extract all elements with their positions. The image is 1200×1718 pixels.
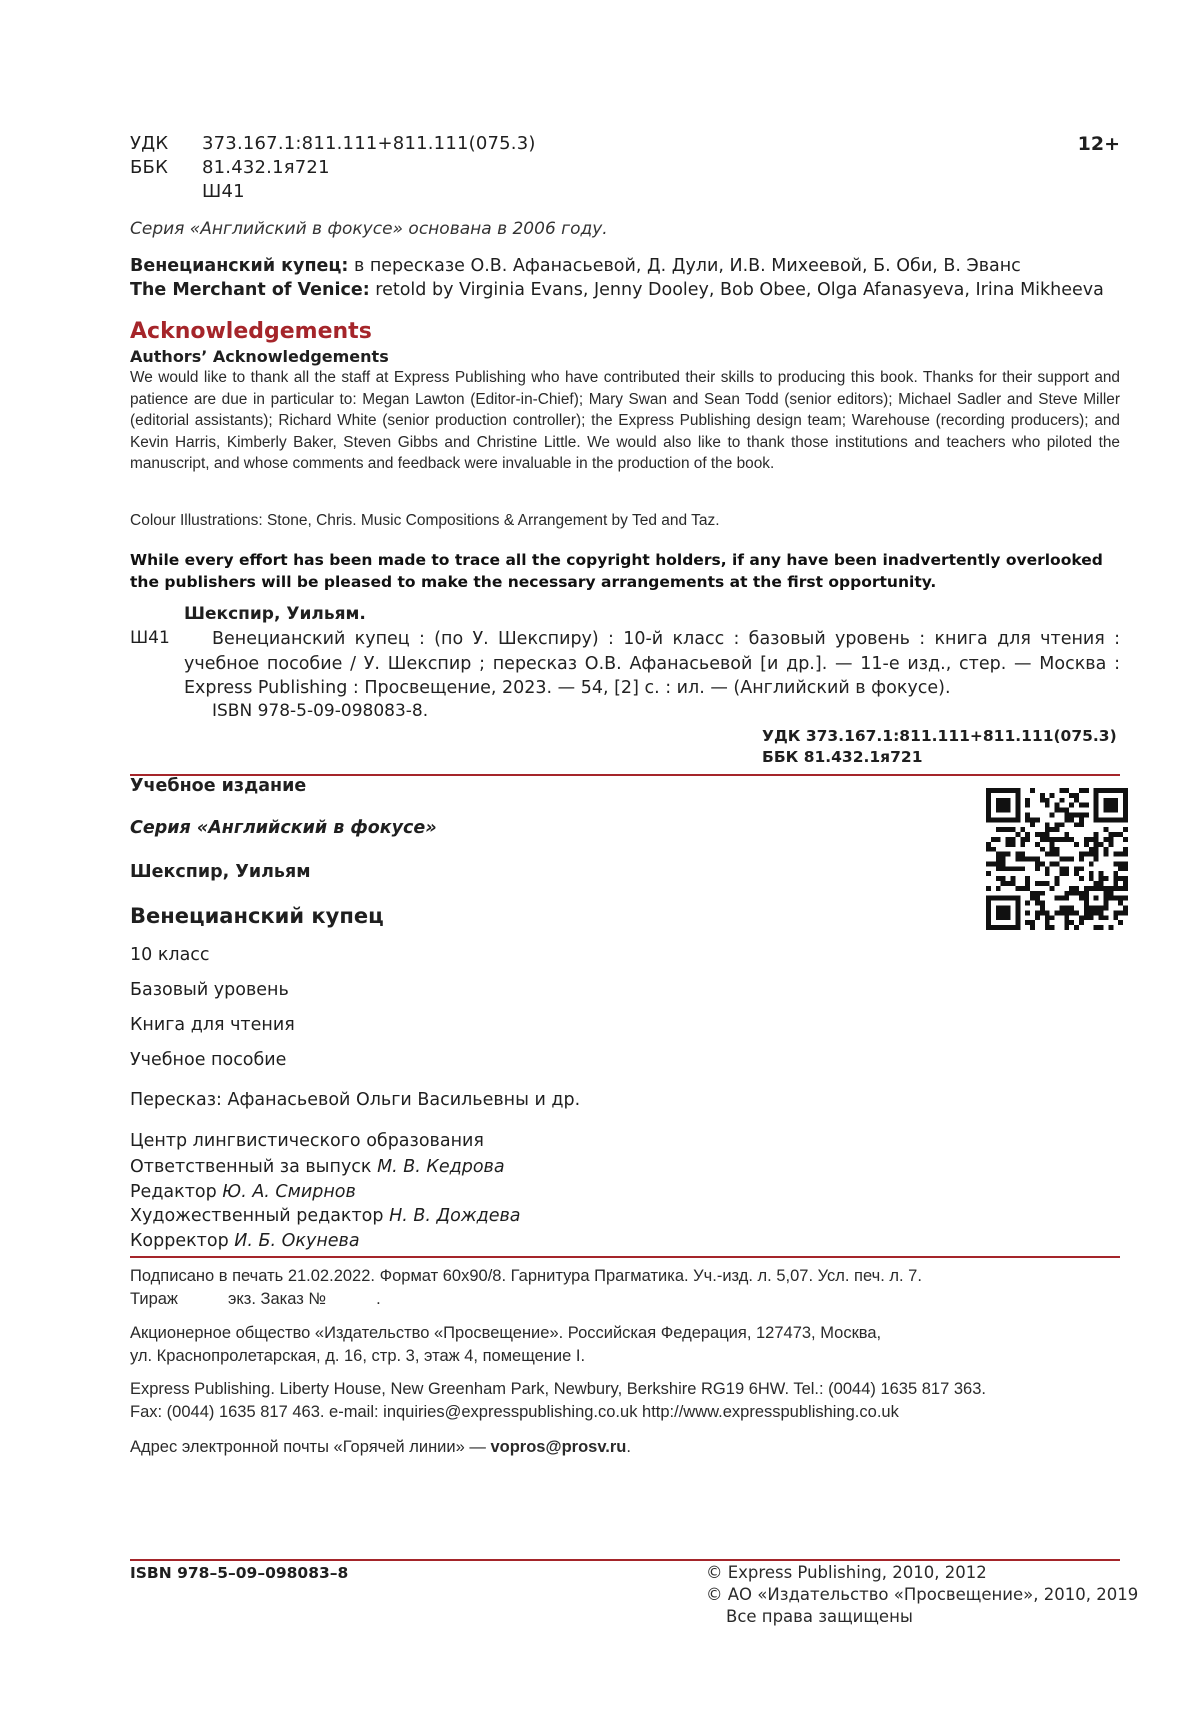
order-label: экз. Заказ №: [227, 1290, 327, 1308]
qr-code-icon: [986, 788, 1128, 930]
retold-en-title: The Merchant of Venice:: [130, 280, 370, 300]
express-address: [130, 1378, 1120, 1424]
udk-value: 373.167.1:811.111+811.111(075.3): [202, 133, 536, 154]
retold-en: [130, 280, 1104, 300]
retold-ru-title: Венецианский купец:: [130, 256, 349, 276]
author-mark-row: [130, 181, 245, 202]
staff-role: Ответственный за выпуск: [130, 1157, 378, 1177]
staff-role: Художественный редактор: [130, 1206, 390, 1226]
retold-ru: [130, 256, 1021, 276]
hotline-email: vopros@prosv.ru: [490, 1438, 627, 1456]
imprint-grade: 10 класс: [130, 945, 210, 965]
edition-type: Учебное издание: [130, 776, 307, 796]
imprint-series: Серия «Английский в фокусе»: [130, 818, 437, 838]
footer-isbn: ISBN 978–5–09–098083–8: [130, 1564, 349, 1582]
staff-item: [130, 1204, 521, 1229]
staff-item: [130, 1180, 521, 1205]
staff-list: [130, 1155, 521, 1253]
run-label: Тираж: [130, 1290, 178, 1308]
rights-reserved: Все права защищены: [726, 1607, 913, 1626]
catalog-bbk: ББК 81.432.1я721: [762, 748, 923, 766]
udk-row: [130, 133, 536, 154]
bbk-row: [130, 157, 330, 178]
imprint-manual: Учебное пособие: [130, 1050, 287, 1070]
hotline: Адрес электронной почты «Горячей линии» — vopros@prosv.ru.: [130, 1438, 631, 1456]
hotline-label: Адрес электронной почты «Горячей линии» —: [130, 1438, 491, 1456]
author-mark: Ш41: [202, 181, 245, 202]
staff-name: Н. В. Дождева: [389, 1206, 521, 1226]
staff-role: Редактор: [130, 1181, 223, 1202]
copyright-block: [706, 1562, 1138, 1628]
udk-label: УДК: [130, 133, 169, 154]
express-address-line: Fax: (0044) 1635 817 463. e-mail: inquiries@expresspublishing.co.uk http://www.expresspublishing.co.uk: [130, 1403, 899, 1421]
prosv-address: [130, 1322, 1120, 1368]
run-line: Тираж экз. Заказ № .: [130, 1290, 381, 1308]
catalog-isbn: ISBN 978-5-09-098083-8.: [212, 701, 429, 721]
express-address-line: Express Publishing. Liberty House, New Greenham Park, Newbury, Berkshire RG19 6HW. Tel.: (0044) 1635 817 363.: [130, 1380, 986, 1398]
acknowledgements-subtitle: Authors’ Acknowledgements: [130, 347, 389, 366]
staff-name: И. Б. Окунева: [234, 1230, 360, 1251]
staff-name: Ю. А. Смирнов: [222, 1181, 356, 1202]
prosv-address-line: Акционерное общество «Издательство «Просвещение». Российская Федерация, 127473, Москва,: [130, 1324, 882, 1342]
imprint-centre: Центр лингвистического образования: [130, 1131, 484, 1151]
acknowledgements-title: Acknowledgements: [130, 319, 372, 344]
age-rating: 12+: [1077, 133, 1120, 155]
imprint-author: Шекспир, Уильям: [130, 862, 311, 882]
imprint-title: Венецианский купец: [130, 904, 384, 928]
catalog-udk: УДК 373.167.1:811.111+811.111(075.3): [762, 727, 1117, 745]
retold-ru-text: в пересказе О.В. Афанасьевой, Д. Дули, И.В. Михеевой, Б. Оби, В. Эванс: [348, 256, 1021, 276]
retold-en-text: retold by Virginia Evans, Jenny Dooley, Bob Obee, Olga Afanasyeva, Irina Mikheeva: [369, 280, 1104, 300]
bbk-label: ББК: [130, 157, 169, 178]
illustrations-credit: Colour Illustrations: Stone, Chris. Music Compositions & Arrangement by Ted and Taz.: [130, 512, 720, 529]
imprint-level: Базовый уровень: [130, 980, 289, 1000]
printing-signed: [130, 1265, 1120, 1311]
prosv-address-line: ул. Краснопролетарская, д. 16, стр. 3, этаж 4, помещение I.: [130, 1347, 586, 1365]
divider-middle: [130, 1256, 1120, 1258]
staff-name: М. В. Кедрова: [377, 1157, 505, 1177]
staff-item: [130, 1155, 521, 1180]
staff-role: Корректор: [130, 1230, 235, 1251]
signed-line: Подписано в печать 21.02.2022. Формат 60x90/8. Гарнитура Прагматика. Уч.-изд. л. 5,07. Усл. печ. л. 7.: [130, 1267, 922, 1285]
catalog-body: Венецианский купец : (по У. Шекспиру) : 10-й класс : базовый уровень : книга для чтения : учебное пособие / У. Шекспир ; пересказ О.В. Афанасьевой [и др.]. — 11-е изд., стер. — Москва : Express Publishing : Просвещение, 2023. — 54, [2] с. : ил. — (Английский в фокусе).: [184, 629, 1120, 698]
catalog-author: Шекспир, Уильям.: [184, 604, 366, 624]
copyright-note: While every effort has been made to trace all the copyright holders, if any have been inadvertently overlooked the publishers will be pleased to make the necessary arrangements at the first opportunity.: [130, 551, 1103, 591]
staff-item: [130, 1229, 521, 1254]
copyright-line: © АО «Издательство «Просвещение», 2010, 2019: [706, 1585, 1139, 1604]
acknowledgements-body: We would like to thank all the staff at Express Publishing who have contributed their skills to producing this book. Thanks for their support and patience are due in particular to: Megan Lawton (Editor-in-Chief); Mary Swan and Sean Todd (senior editors); Michael Sadler and Steve Miller (editorial assistants); Richard White (senior production controller); the Express Publishing design team; Warehouse (recording producers); and Kevin Harris, Kimberly Baker, Steven Gibbs and Christine Little. We would also like to thank those institutions and teachers who piloted the manuscript, and whose comments and feedback were invaluable in the production of the book.: [130, 369, 1120, 472]
imprint-book-type: Книга для чтения: [130, 1015, 295, 1035]
catalog-code: Ш41: [130, 628, 170, 648]
series-note: Серия «Английский в фокусе» основана в 2006 году.: [130, 219, 608, 239]
divider-bottom: [130, 1559, 1120, 1561]
imprint-retelling: Пересказ: Афанасьевой Ольги Васильевны и др.: [130, 1090, 581, 1110]
bbk-value: 81.432.1я721: [202, 157, 330, 178]
copyright-line: © Express Publishing, 2010, 2012: [706, 1563, 987, 1582]
